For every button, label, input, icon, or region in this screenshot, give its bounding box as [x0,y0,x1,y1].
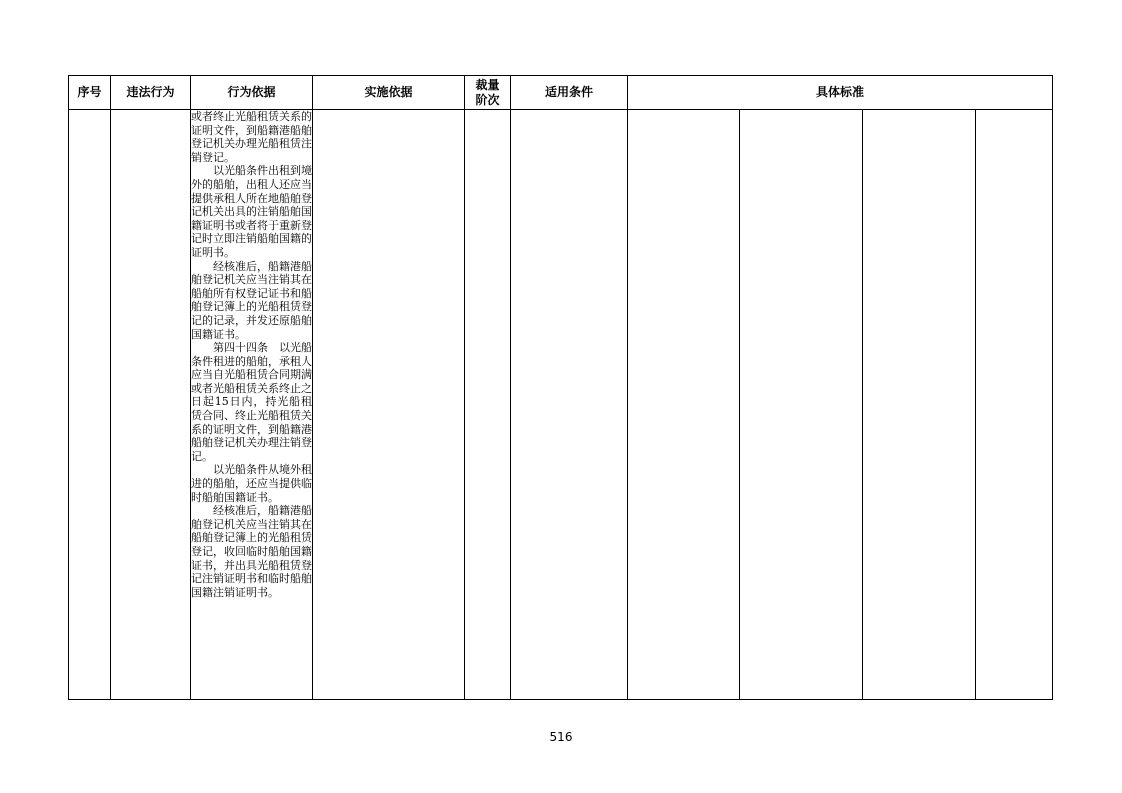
cell-seq [69,110,111,700]
basis-paragraph-4: 第四十四条 以光船条件租进的船舶，承租人应当自光船租赁合同期满或者光船租赁关系终止之日起15日内，持光船租赁合同、终止光船租赁关系的证明文件，到船籍港船舶登记机关办理注销登记。 [191,341,312,463]
header-basis: 行为依据 [191,76,313,110]
cell-standard-3 [863,110,976,700]
cell-standard-1 [628,110,740,700]
cell-conditions [511,110,628,700]
cell-standard-4 [976,110,1053,700]
header-standard: 具体标准 [628,76,1053,110]
header-row [69,76,1053,110]
page-number: 516 [549,730,573,744]
header-discretion-line1: 裁量 [475,77,500,92]
header-seq: 序号 [69,76,111,110]
cell-basis [191,110,313,700]
cell-standard-2 [740,110,863,700]
basis-paragraph-3: 经核准后，船籍港船舶登记机关应当注销其在船舶所有权登记证书和船舶登记簿上的光船租赁登记的记录，并发还原船舶国籍证书。 [191,259,312,341]
basis-paragraph-1: 或者终止光船租赁关系的证明文件，到船籍港船舶登记机关办理光船租赁注销登记。 [191,110,312,164]
table-row [69,110,1053,700]
cell-violation [111,110,191,700]
header-implementation: 实施依据 [313,76,465,110]
basis-paragraph-2: 以光船条件出租到境外的船舶，出租人还应当提供承租人所在地船舶登记机关出具的注销船舶国籍证明书或者将于重新登记时立即注销船舶国籍的证明书。 [191,164,312,259]
basis-paragraph-5: 以光船条件从境外租进的船舶，还应当提供临时船舶国籍证书。 [191,463,312,504]
basis-paragraph-6: 经核准后，船籍港船舶登记机关应当注销其在船舶登记簿上的光船租赁登记，收回临时船舶国籍证书，并出具光船租赁登记注销证明书和临时船舶国籍注销证明书。 [191,504,312,599]
cell-implementation [313,110,465,700]
header-discretion-level [465,76,511,110]
cell-discretion-level [465,110,511,700]
regulation-table [68,75,1053,700]
header-discretion-line2: 阶次 [475,92,500,107]
header-conditions: 适用条件 [511,76,628,110]
header-violation: 违法行为 [111,76,191,110]
